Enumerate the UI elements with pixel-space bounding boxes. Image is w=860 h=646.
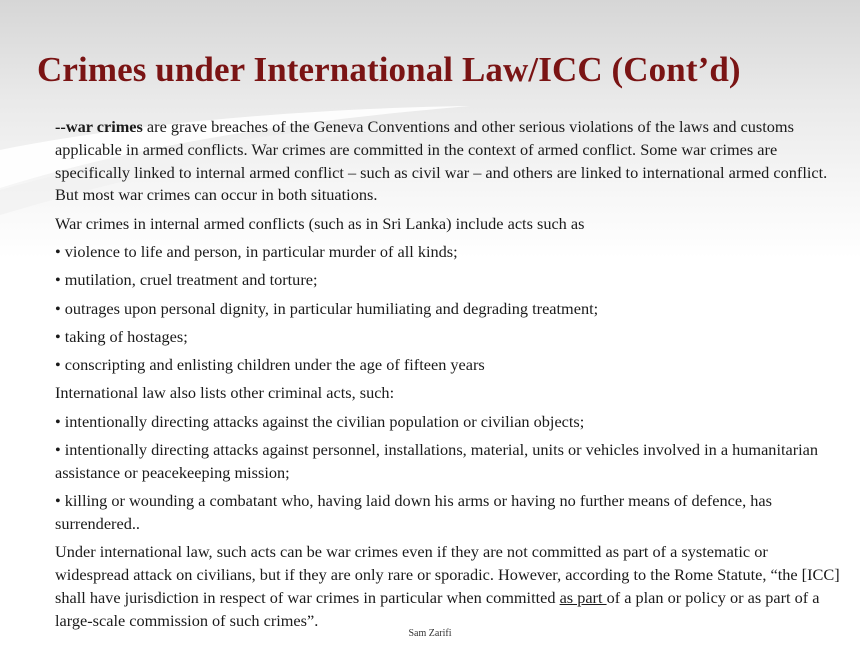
list-item: • mutilation, cruel treatment and torture; bbox=[55, 270, 318, 290]
list-item: • killing or wounding a combatant who, having laid down his arms or having no further means of defence, has surrendered.. bbox=[55, 491, 772, 533]
slide-title: Crimes under International Law/ICC (Cont’d) bbox=[37, 50, 741, 89]
list-item: • outrages upon personal dignity, in particular humiliating and degrading treatment; bbox=[55, 298, 599, 318]
footer-author: Sam Zarifi bbox=[408, 628, 452, 639]
list-item: • intentionally directing attacks against the civilian population or civilian objects; bbox=[55, 411, 585, 431]
list-item: • intentionally directing attacks against personnel, installations, material, units or vehicles involved in a humanitarian assistance or peacekeeping mission; bbox=[55, 440, 819, 482]
list-item: • conscripting and enlisting children under the age of fifteen years bbox=[55, 355, 485, 375]
closing-paragraph bbox=[55, 541, 840, 632]
slide-body bbox=[55, 116, 840, 638]
intro-paragraph bbox=[55, 116, 840, 207]
list-item: • taking of hostages; bbox=[55, 326, 188, 346]
closing-text: Under international law, such acts can be war crimes even if they are not committed as part of a systematic or widespread attack on civilians, but if they are only rare or sporadic. However, according to the Rome Statute, “the [ICC] shall have jurisdiction in respect of war crimes in particular when committed bbox=[55, 542, 840, 607]
other-heading: International law also lists other criminal acts, such: bbox=[55, 383, 395, 403]
intro-text: are grave breaches of the Geneva Conventions and other serious violations of the laws and customs applicable in armed conflicts. War crimes are committed in the context of armed conflict. Some war crimes are specifically linked to internal armed conflict – such as civil war – and others are linked to international armed conflict. But most war crimes can occur in both situations. bbox=[55, 117, 828, 205]
closing-text-end: of a plan or policy or as part of a large-scale commission of such crimes”. bbox=[55, 587, 820, 630]
internal-heading: War crimes in internal armed conflicts (such as in Sri Lanka) include acts such as bbox=[55, 213, 585, 233]
war-crimes-term: --war crimes bbox=[55, 117, 143, 136]
list-item: • violence to life and person, in particular murder of all kinds; bbox=[55, 241, 458, 261]
underlined-phrase: as part bbox=[559, 587, 607, 607]
